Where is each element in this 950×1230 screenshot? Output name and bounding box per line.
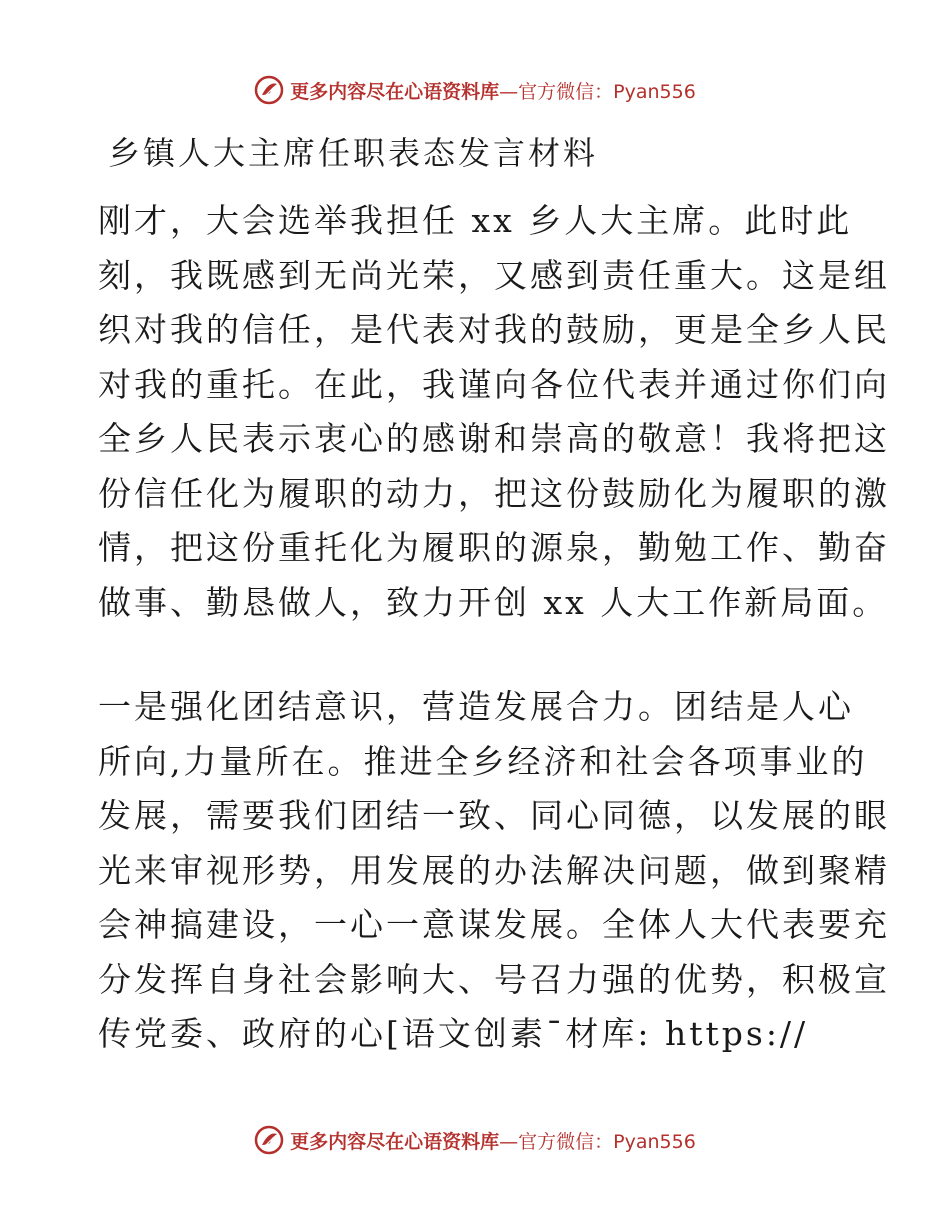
banner-text-bold: 更多内容尽在心语资料库 [290,1130,500,1153]
banner-text [290,1127,696,1154]
paragraph-2 [98,680,890,1062]
paragraph-line: 传党委、政府的心[语文创素¯材库: https:// [98,1014,809,1053]
paragraph-line: 刚才，大会选举我担任 xx 乡人大主席。此时此 [98,201,853,240]
paragraph-line: 情，把这份重托化为履职的源泉，勤勉工作、勤奋 [98,528,890,567]
paragraph-line: 光来审视形势，用发展的办法解决问题，做到聚精 [98,850,890,890]
banner-text-rest: —官方微信：Pyan556 [499,80,696,103]
paragraph-line: 织对我的信任，是代表对我的鼓励，更是全乡人民 [98,310,890,349]
paragraph-line: 所向,力量所在。推进全乡经济和社会各项事业的 [98,741,868,781]
document-title: 乡镇人大主席任职表态发言材料 [108,134,599,172]
paragraph-line: 份信任化为履职的动力，把这份鼓励化为履职的激 [98,473,890,513]
book-quill-logo-icon [254,75,284,105]
banner-text-rest: —官方微信：Pyan556 [499,1130,696,1153]
paragraph-line: 一是强化团结意识，营造发展合力。团结是人心 [98,687,854,726]
banner-text [290,77,696,104]
paragraph-1 [98,194,890,630]
book-quill-logo-icon [254,1125,284,1155]
paragraph-line: 对我的重托。在此，我谨向各位代表并通过你们向 [98,364,890,404]
paragraph-line: 全乡人民表示衷心的感谢和崇高的敬意！我将把这 [98,419,890,458]
paragraph-line: 分发挥自身社会影响大、号召力强的优势，积极宣 [98,959,890,999]
paragraph-line: 做事、勤恳做人，致力开创 xx 人大工作新局面。 [98,582,889,622]
footer-banner [0,1120,950,1160]
banner-text-bold: 更多内容尽在心语资料库 [290,80,500,103]
header-banner [0,70,950,110]
paragraph-line: 刻，我既感到无尚光荣，又感到责任重大。这是组 [98,255,890,295]
paragraph-line: 会神搞建设，一心一意谋发展。全体人大代表要充 [98,905,890,944]
paragraph-line: 发展，需要我们团结一致、同心同德，以发展的眼 [98,796,890,835]
